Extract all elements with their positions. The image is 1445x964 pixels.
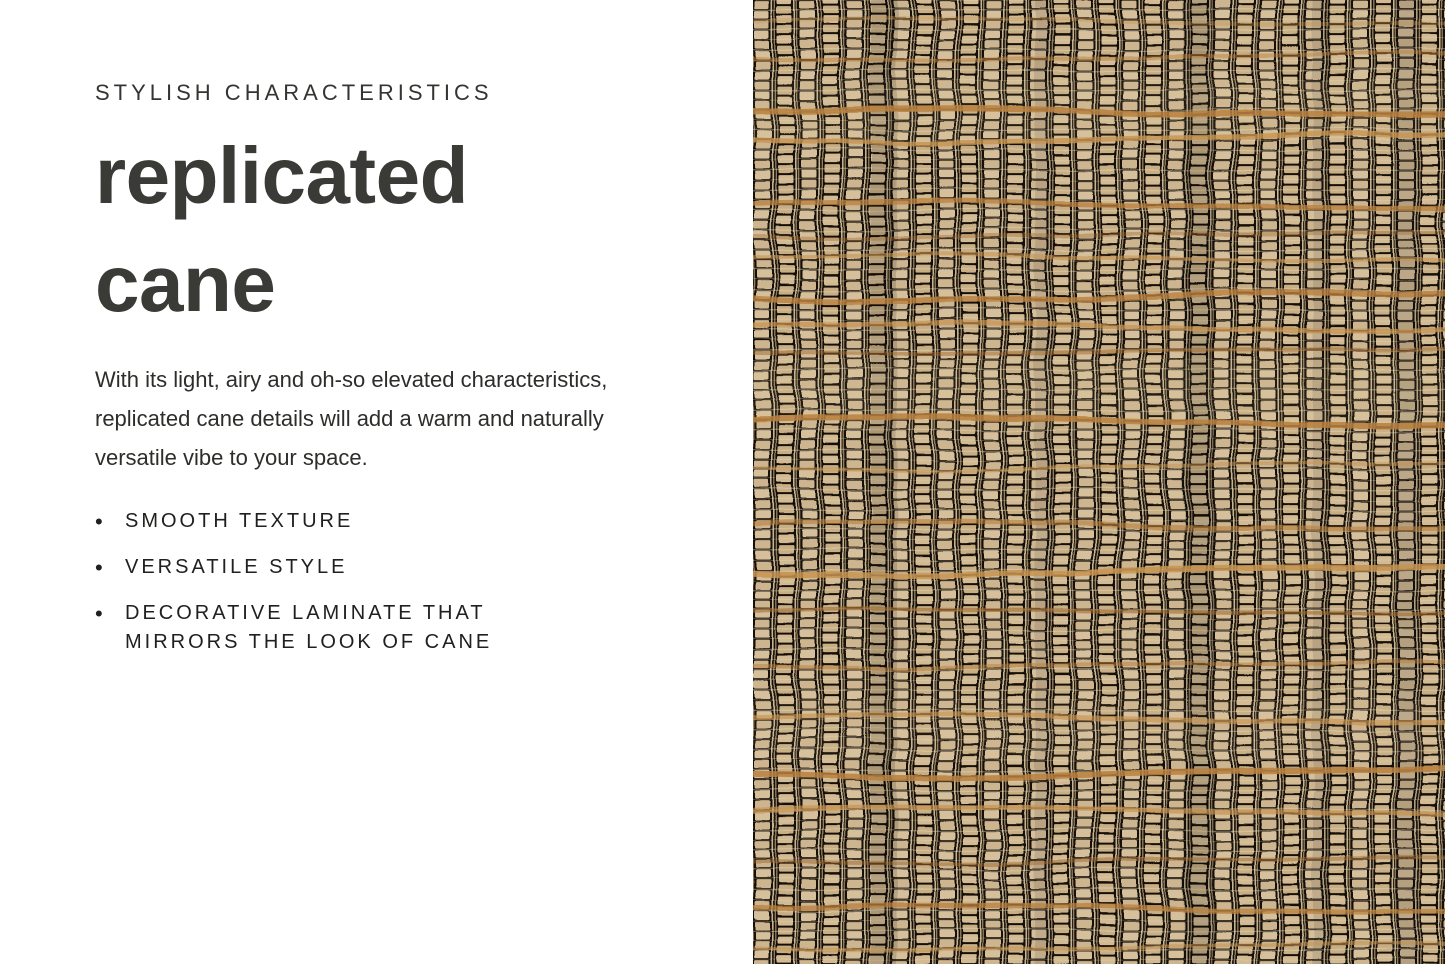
- bullet-icon: •: [95, 601, 103, 626]
- feature-item-label: VERSATILE STYLE: [125, 556, 348, 578]
- feature-item: [95, 507, 595, 536]
- feature-list: [95, 507, 595, 657]
- texture-panel: [753, 0, 1445, 964]
- feature-item: [95, 553, 595, 582]
- feature-item-label: DECORATIVE LAMINATE THAT MIRRORS THE LOOK OF CANE: [125, 602, 493, 653]
- description-text: With its light, airy and oh-so elevated characteristics, replicated cane details will add a warm and naturally versatile vibe to your space.: [95, 367, 608, 470]
- feature-item-label: SMOOTH TEXTURE: [125, 510, 354, 532]
- cane-texture-image: [753, 0, 1445, 964]
- bullet-icon: •: [95, 509, 103, 534]
- bullet-icon: •: [95, 555, 103, 580]
- eyebrow-heading: STYLISH CHARACTERISTICS: [95, 80, 493, 105]
- page-title: replicated cane: [95, 131, 468, 328]
- feature-item: [95, 599, 595, 657]
